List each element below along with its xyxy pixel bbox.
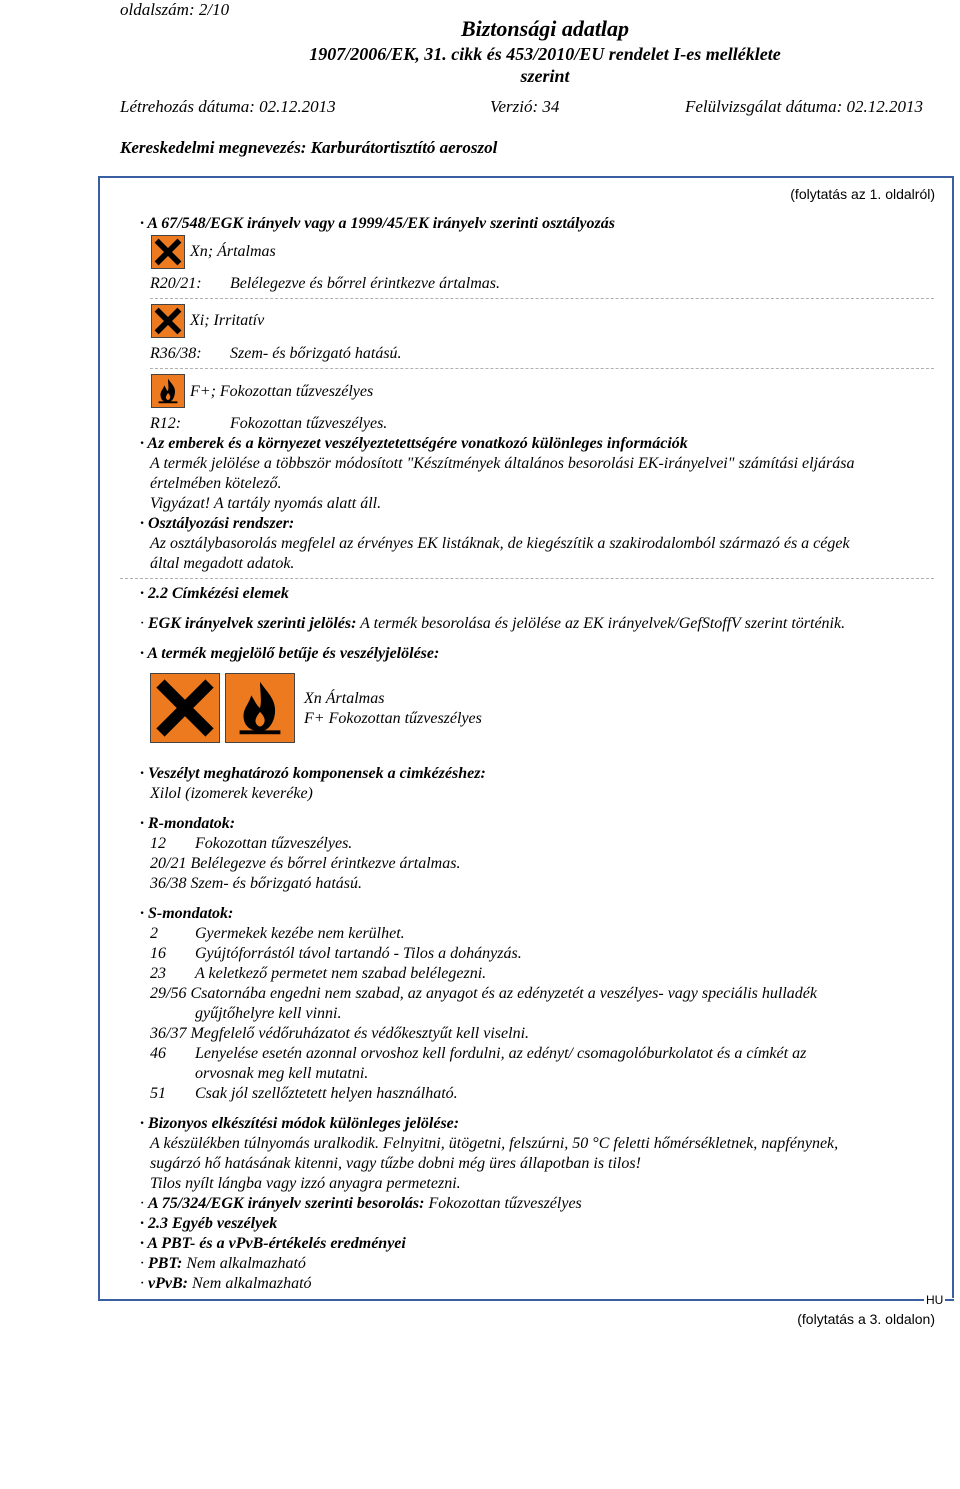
r-phrase-code: 12 bbox=[150, 835, 166, 852]
s-phrase-text: gyűjtőhelyre kell vinni. bbox=[195, 1005, 342, 1022]
r-code: R20/21: bbox=[150, 275, 202, 292]
special-prep-text: Tilos nyílt lángba vagy izzó anyagra permetezni. bbox=[150, 1175, 461, 1192]
class-system-heading: · Osztályozási rendszer: bbox=[140, 515, 295, 532]
r-phrases-heading: · R-mondatok: bbox=[140, 815, 236, 832]
symbol-label-xi: Xi; Irritatív bbox=[190, 312, 265, 329]
s-phrase-text: Gyújtóforrástól távol tartandó - Tilos a dohányzás. bbox=[195, 945, 522, 962]
r-code: R12: bbox=[150, 415, 182, 432]
r-phrase: 36/38 Szem- és bőrizgató hatású. bbox=[150, 875, 363, 892]
ek-labeling: · EGK irányelvek szerinti jelölés: A termék besorolása és jelölése az EK irányelvek/GefStoffV szerint történik. bbox=[140, 615, 846, 632]
document-title: Biztonsági adatlap bbox=[460, 16, 630, 41]
version: Verzió: 34 bbox=[490, 97, 560, 116]
symbol-xn-label: Xn Ártalmas bbox=[304, 690, 385, 707]
r-code: R36/38: bbox=[150, 345, 202, 362]
page-number: oldalszám: 2/10 bbox=[120, 0, 230, 19]
s-phrases-heading: · S-mondatok: bbox=[140, 905, 234, 922]
r-phrase-text: Fokozottan tűzveszélyes. bbox=[195, 835, 353, 852]
s-phrase-code: 16 bbox=[150, 945, 166, 962]
x-cross-icon bbox=[151, 235, 185, 269]
special-prep-heading: · Bizonyos elkészítési módok különleges jelölése: bbox=[140, 1115, 460, 1132]
language-code: HU bbox=[926, 1293, 944, 1307]
document-subtitle: 1907/2006/EK, 31. cikk és 453/2010/EU rendelet I-es melléklete bbox=[309, 44, 781, 64]
continued-from: (folytatás az 1. oldalról) bbox=[790, 186, 935, 202]
continued-to: (folytatás a 3. oldalon) bbox=[797, 1311, 935, 1327]
s-phrase-text: Lenyelése esetén azonnal orvoshoz kell fordulni, az edényt/ csomagolóburkolatot és a címkét az bbox=[195, 1045, 807, 1062]
s-phrase: 36/37 Megfelelő védőruházatot és védőkesztyűt kell viselni. bbox=[150, 1025, 530, 1042]
labeling-heading: · 2.2 Címkézési elemek bbox=[140, 585, 289, 602]
symbol-label-f-plus: F+; Fokozottan tűzveszélyes bbox=[190, 383, 374, 400]
components-heading: · Veszélyt meghatározó komponensek a cimkézéshez: bbox=[140, 765, 486, 782]
revised-date: Felülvizsgálat dátuma: 02.12.2013 bbox=[685, 97, 923, 116]
directive-75-324: · A 75/324/EGK irányelv szerinti besorolás: Fokozottan tűzveszélyes bbox=[140, 1195, 582, 1212]
s-phrase-code: 23 bbox=[150, 965, 166, 982]
trade-name: Kereskedelmi megnevezés: Karburátortisztító aeroszol bbox=[120, 138, 498, 157]
created-date: Létrehozás dátuma: 02.12.2013 bbox=[120, 97, 336, 116]
s-phrase-text: A keletkező permetet nem szabad belélegezni. bbox=[195, 965, 487, 982]
document-subtitle-2: szerint bbox=[520, 66, 570, 86]
divider bbox=[150, 368, 934, 369]
r-text: Belélegezve és bőrrel érintkezve ártalmas. bbox=[230, 275, 500, 292]
symbol-f-plus-label: F+ Fokozottan tűzveszélyes bbox=[304, 710, 482, 727]
r-text: Fokozottan tűzveszélyes. bbox=[230, 415, 388, 432]
s-phrase-text: orvosnak meg kell mutatni. bbox=[195, 1065, 369, 1082]
s-phrase-text: Csak jól szellőztetett helyen használható. bbox=[195, 1085, 458, 1102]
r-phrase: 20/21 Belélegezve és bőrrel érintkezve ártalmas. bbox=[150, 855, 461, 872]
flame-icon bbox=[225, 673, 295, 743]
special-info-heading: · Az emberek és a környezet veszélyeztetettségére vonatkozó különleges információk bbox=[140, 435, 688, 452]
symbols-heading: · A termék megjelölő betűje és veszélyjelölése: bbox=[140, 645, 440, 662]
r-text: Szem- és bőrizgató hatású. bbox=[230, 345, 402, 362]
frame-right-border bbox=[952, 176, 954, 1298]
special-info-text: A termék jelölése a többször módosított "Készítmények általános besorolási EK-irányelvei" számítási eljárása bbox=[150, 455, 855, 472]
x-cross-icon bbox=[150, 673, 220, 743]
vpvb-result: · vPvB: Nem alkalmazható bbox=[140, 1275, 312, 1292]
flame-icon bbox=[151, 374, 185, 408]
pbt-heading: · A PBT- és a vPvB-értékelés eredményei bbox=[140, 1235, 406, 1252]
other-hazards-heading: · 2.3 Egyéb veszélyek bbox=[140, 1215, 278, 1232]
pbt-result: · PBT: Nem alkalmazható bbox=[140, 1255, 306, 1272]
classification-heading: · A 67/548/EGK irányelv vagy a 1999/45/EK irányelv szerinti osztályozás bbox=[140, 215, 615, 232]
special-info-text: Vigyázat! A tartály nyomás alatt áll. bbox=[150, 495, 382, 512]
symbol-label-xn: Xn; Ártalmas bbox=[190, 243, 276, 260]
special-prep-text: sugárzó hő hatásának kitenni, vagy tűzbe dobni még üres állapotban is tilos! bbox=[150, 1155, 641, 1172]
special-info-text: értelmében kötelező. bbox=[150, 475, 282, 492]
s-phrase-code: 2 bbox=[150, 925, 158, 942]
class-system-text: által megadott adatok. bbox=[150, 555, 295, 572]
special-prep-text: A készülékben túlnyomás uralkodik. Felnyitni, ütögetni, felszúrni, 50 °C feletti hőmérsékletnek, napfénynek, bbox=[150, 1135, 839, 1152]
divider bbox=[150, 298, 934, 299]
s-phrase-code: 51 bbox=[150, 1085, 166, 1102]
components-text: Xilol (izomerek keveréke) bbox=[150, 785, 313, 802]
class-system-text: Az osztálybasorolás megfelel az érvényes EK listáknak, de kiegészítik a szakirodalomból származó és a cégek bbox=[150, 535, 850, 552]
s-phrase: 29/56 Csatornába engedni nem szabad, az anyagot és az edényzetét a veszélyes- vagy speciális hulladék bbox=[150, 985, 817, 1002]
section-divider bbox=[120, 578, 934, 579]
x-cross-icon bbox=[151, 304, 185, 338]
s-phrase-code: 46 bbox=[150, 1045, 166, 1062]
s-phrase-text: Gyermekek kezébe nem kerülhet. bbox=[195, 925, 405, 942]
